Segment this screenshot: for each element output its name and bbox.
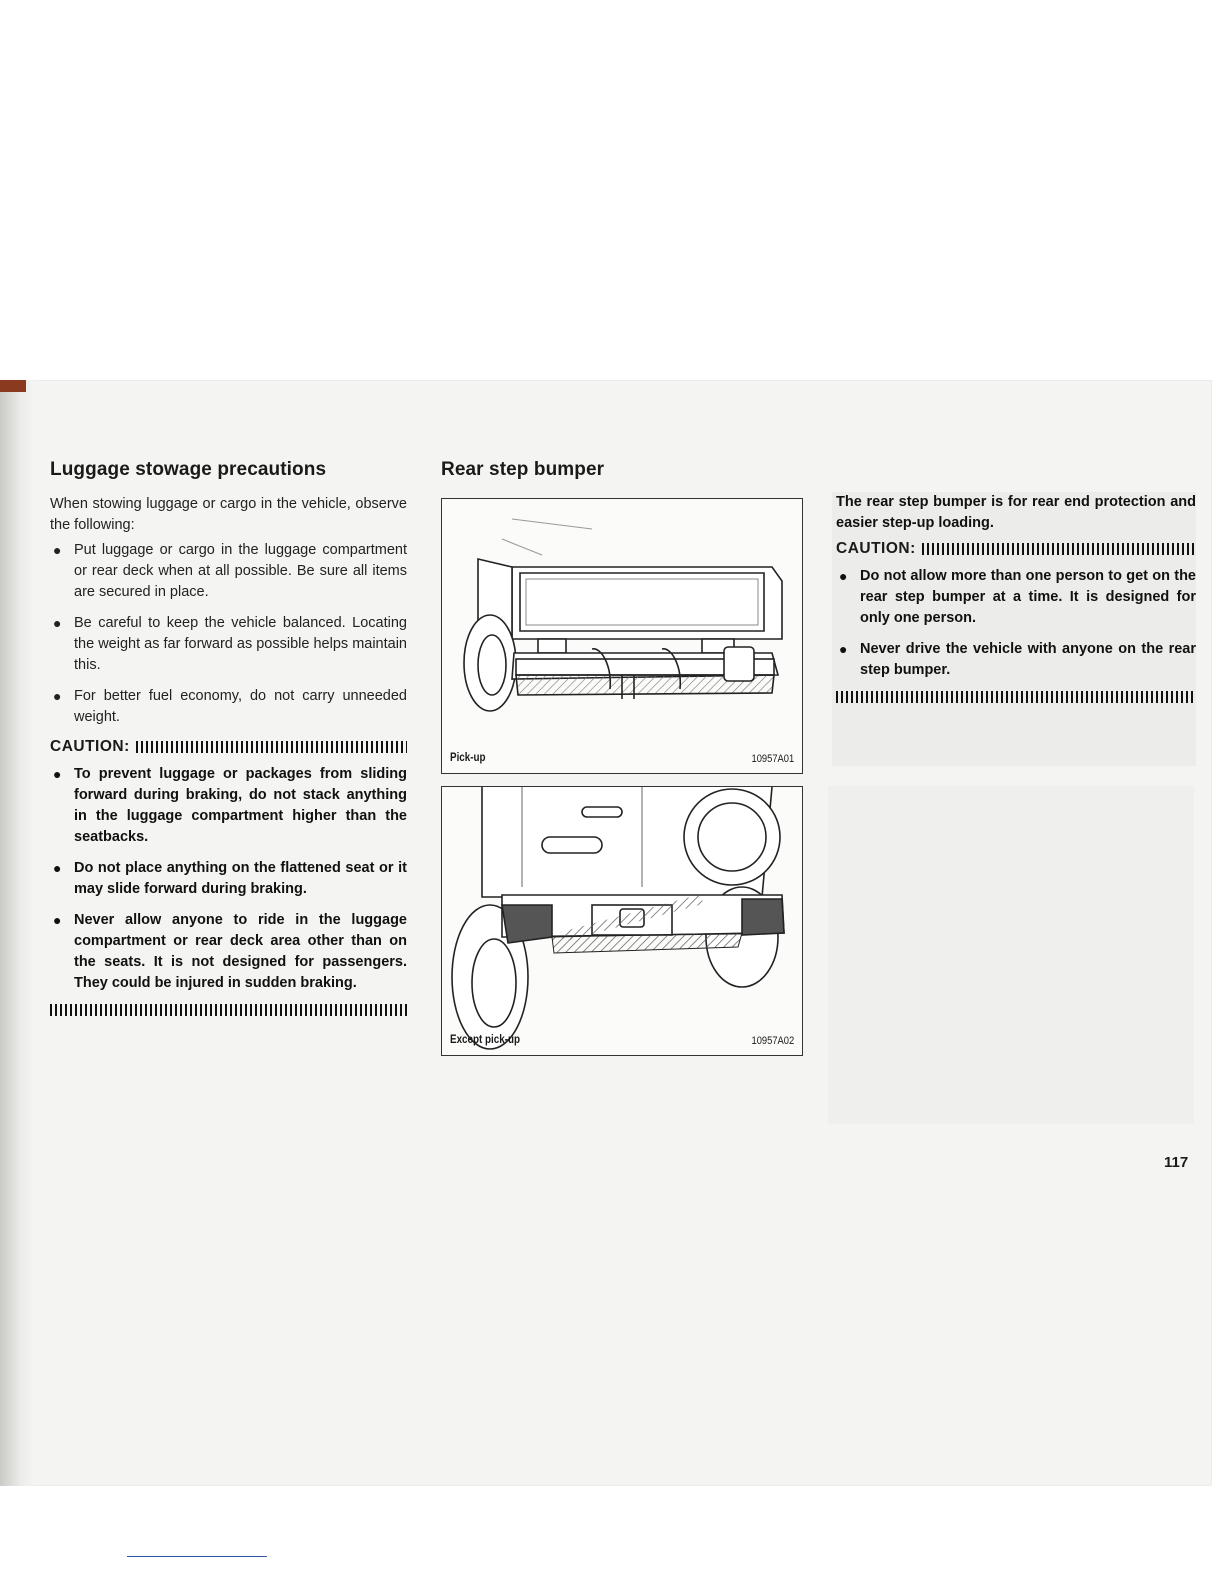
intro-paragraph: When stowing luggage or cargo in the vehicle, observe the following: <box>50 496 407 533</box>
caution-item: ● To prevent luggage or packages from sliding forward during braking, do not stack anything in the luggage compartment higher than the seatbacks. <box>53 766 407 845</box>
bullet-icon: ● <box>839 568 848 584</box>
bullet-icon: ● <box>53 860 62 876</box>
caution-end-rule <box>836 691 1196 703</box>
show-through-text <box>828 786 1194 1124</box>
bullet-icon: ● <box>53 688 62 704</box>
pickup-bumper-illustration <box>442 499 802 773</box>
spine-edge-mark <box>0 380 26 392</box>
figure-code: 10957A01 <box>751 753 794 765</box>
section-title: Rear step bumper <box>441 459 605 480</box>
bullet-icon: ● <box>839 641 848 657</box>
rear-bumper-illustration <box>442 787 802 1055</box>
rear-step-bumper-section <box>441 452 803 1056</box>
caution-item: ● Do not allow more than one person to get on the rear step bumper at a time. It is designed for only one person. <box>839 568 1196 626</box>
caution-label: CAUTION: <box>836 540 916 557</box>
caution-rule <box>922 543 1196 555</box>
caution-item: ● Never allow anyone to ride in the luggage compartment or rear deck area other than on the seats. It is not designed for passengers. They could be injured in sudden braking. <box>53 912 407 991</box>
caution-label: CAUTION: <box>50 738 130 755</box>
bullet-icon: ● <box>53 615 62 631</box>
caution-header <box>50 738 407 756</box>
precaution-list <box>50 540 407 728</box>
list-item: ● Be careful to keep the vehicle balanced. Locating the weight as far forward as possible helps maintain this. <box>53 615 407 673</box>
figure-code: 10957A02 <box>751 1035 794 1047</box>
caution-item: ● Do not place anything on the flattened seat or it may slide forward during braking. <box>53 860 407 897</box>
bullet-icon: ● <box>53 912 62 928</box>
luggage-stowage-section <box>50 452 407 1016</box>
figure-except-pickup <box>441 786 803 1056</box>
caution-list <box>836 566 1196 681</box>
figure-caption: Pick-up <box>450 750 486 764</box>
caution-rule <box>136 741 407 753</box>
list-item: ● For better fuel economy, do not carry unneeded weight. <box>53 688 407 725</box>
bullet-icon: ● <box>53 542 62 558</box>
list-item: ● Put luggage or cargo in the luggage compartment or rear deck when at all possible. Be sure all items are secured in place. <box>53 542 407 600</box>
page-number: 117 <box>1164 1154 1189 1171</box>
figure-pickup <box>441 498 803 774</box>
caution-end-rule <box>50 1004 407 1016</box>
caution-list <box>50 764 407 994</box>
book-spine-shadow <box>0 380 34 1486</box>
caution-item: ● Never drive the vehicle with anyone on the rear step bumper. <box>839 641 1196 678</box>
rear-step-bumper-caution <box>836 492 1196 703</box>
footer-line <box>127 1556 267 1557</box>
intro-paragraph: The rear step bumper is for rear end protection and easier step-up loading. <box>836 494 1196 531</box>
caution-header <box>836 540 1196 558</box>
bullet-icon: ● <box>53 766 62 782</box>
section-title: Luggage stowage precautions <box>50 459 327 480</box>
figure-caption: Except pick-up <box>450 1032 520 1046</box>
